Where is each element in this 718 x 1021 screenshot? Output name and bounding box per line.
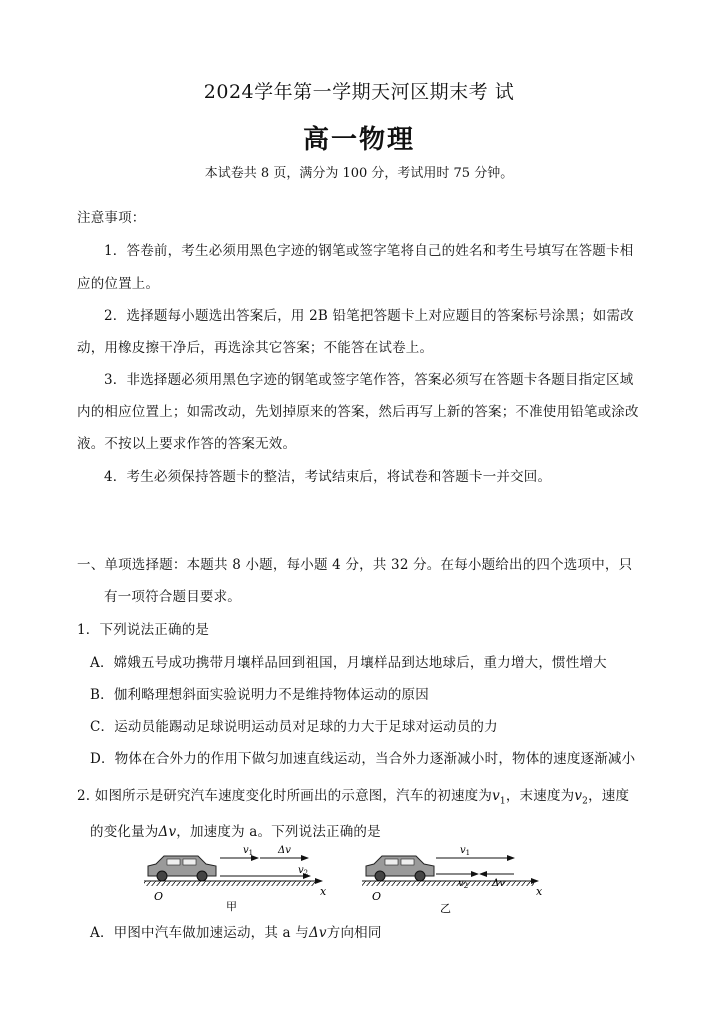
question-1-stem: 1．下列说法正确的是 xyxy=(77,622,210,638)
right-dv-label: Δv xyxy=(492,878,505,889)
notice-item-1-line2: 应的位置上。 xyxy=(77,276,160,292)
notice-item-2-line1: 2．选择题每小题选出答案后，用 2B 铅笔把答题卡上对应题目的答案标号涂黑；如需改 xyxy=(104,308,634,324)
question-2-figure xyxy=(140,840,560,920)
notice-item-3-line3: 液。不按以上要求作答的答案无效。 xyxy=(77,436,297,452)
right-v2-label: $v_2$ xyxy=(458,878,469,890)
exam-title: 2024学年第一学期天河区期末考 试 xyxy=(203,81,515,103)
left-dv-label: Δv xyxy=(278,845,291,856)
question-1-option-a: A．嫦娥五号成功携带月壤样品回到祖国，月壤样品到达地球后，重力增大，惯性增大 xyxy=(90,655,607,671)
left-v1-label: $v_1$ xyxy=(243,845,254,857)
question-2-option-a: A．甲图中汽车做加速运动，其 a 与Δv方向相同 xyxy=(90,925,382,941)
notice-item-3-line2: 内的相应位置上；如需改动，先划掉原来的答案，然后再写上新的答案；不准使用铅笔或涂改 xyxy=(77,404,639,420)
notice-item-1-line1: 1．答卷前，考生必须用黑色字迹的钢笔或签字笔将自己的姓名和考生号填写在答题卡相 xyxy=(104,243,634,259)
right-origin-label: O xyxy=(372,890,382,903)
left-caption: 甲 xyxy=(226,900,237,913)
figure-left xyxy=(144,845,327,913)
question-1-option-c: C．运动员能踢动足球说明运动员对足球的力大于足球对运动员的力 xyxy=(90,719,498,735)
left-v2-label: $v_2$ xyxy=(298,865,309,877)
notice-item-2-line2: 动，用橡皮擦干净后，再选涂其它答案；不能答在试卷上。 xyxy=(77,340,434,356)
right-axis-label: x xyxy=(536,885,543,898)
exam-info: 本试卷共 8 页，满分为 100 分，考试用时 75 分钟。 xyxy=(204,166,514,181)
left-axis-label: x xyxy=(320,885,327,898)
notice-item-3-line1: 3．非选择题必须用黑色字迹的钢笔或签字笔作答，答案必须写在答题卡各题目指定区域 xyxy=(104,372,634,388)
left-origin-label: O xyxy=(154,890,164,903)
figure-right xyxy=(362,845,543,915)
subject-title: 高一物理 xyxy=(302,125,415,155)
notice-heading: 注意事项： xyxy=(77,210,146,226)
section-1-heading-line2: 有一项符合题目要求。 xyxy=(104,589,241,605)
question-2-stem-line2: 的变化量为Δv，加速度为 a。下列说法正确的是 xyxy=(90,824,381,840)
right-caption: 乙 xyxy=(440,902,451,915)
notice-item-4-line1: 4．考生必须保持答题卡的整洁，考试结束后，将试卷和答题卡一并交回。 xyxy=(104,469,552,485)
right-v1-label: $v_1$ xyxy=(460,845,471,857)
car-icon-right xyxy=(366,856,434,881)
question-1-option-d: D．物体在合外力的作用下做匀加速直线运动，当合外力逐渐减小时，物体的速度逐渐减小 xyxy=(90,751,636,767)
question-1-option-b: B．伽利略理想斜面实验说明力不是维持物体运动的原因 xyxy=(90,687,429,703)
section-1-heading-line1: 一、单项选择题：本题共 8 小题，每小题 4 分，共 32 分。在每小题给出的四个选项中，只 xyxy=(77,557,633,573)
car-icon-left xyxy=(148,856,216,881)
question-2-stem-line1: 2. 如图所示是研究汽车速度变化时所画出的示意图，汽车的初速度为$v_1$，末速度为$v_2$，速度 xyxy=(77,788,630,807)
